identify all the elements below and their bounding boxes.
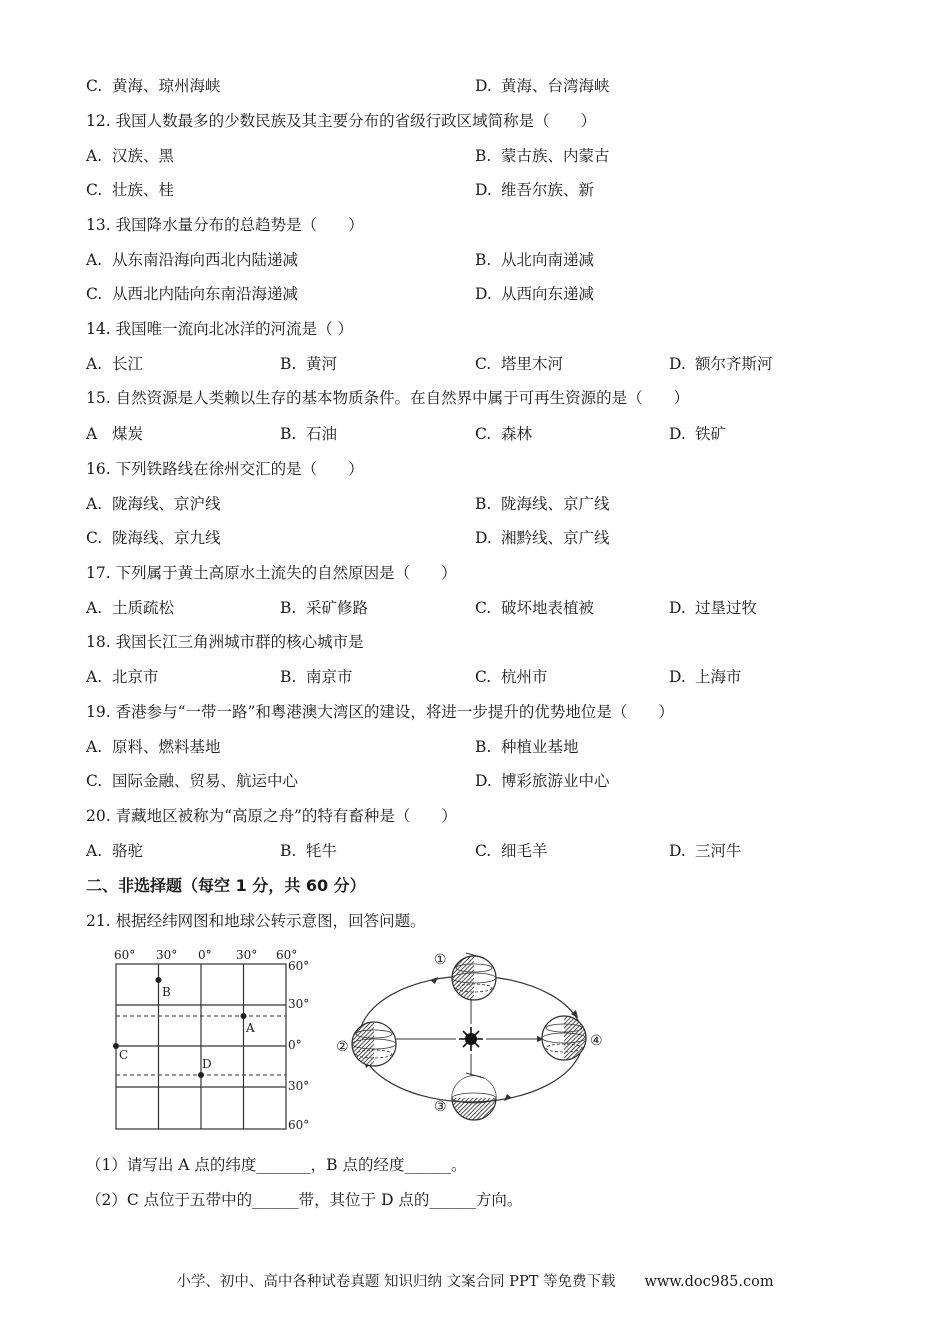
option-label: C. bbox=[86, 77, 103, 95]
option-label: B. bbox=[280, 425, 297, 443]
point-a-label: A bbox=[246, 1021, 255, 1035]
q17-option-d bbox=[669, 597, 757, 619]
option-label: B. bbox=[475, 251, 492, 269]
option-text: 陇海线、京沪线 bbox=[112, 495, 221, 513]
q20-option-c bbox=[475, 840, 548, 862]
q18-option-d bbox=[669, 666, 742, 688]
option-text: 陇海线、京广线 bbox=[501, 495, 610, 513]
q20-option-b bbox=[280, 840, 337, 862]
option-label: B. bbox=[280, 599, 297, 617]
position-3-label: ③ bbox=[434, 1099, 447, 1115]
option-label: A. bbox=[86, 842, 103, 860]
q19-stem: 19. 香港参与“一带一路”和粤港澳大湾区的建设，将进一步提升的优势地位是（ ） bbox=[86, 703, 674, 721]
q14-option-c bbox=[475, 353, 563, 375]
q13-option-c bbox=[86, 283, 298, 305]
q17-stem: 17. 下列属于黄土高原水土流失的自然原因是（ ） bbox=[86, 564, 457, 582]
option-label: A. bbox=[86, 495, 103, 513]
option-label: A. bbox=[86, 147, 103, 165]
q12-option-d bbox=[475, 179, 594, 201]
point-a-marker bbox=[241, 1013, 247, 1019]
option-text: 从西北内陆向东南沿海递减 bbox=[112, 285, 299, 303]
option-text: 上海市 bbox=[695, 668, 742, 686]
option-text: 骆驼 bbox=[112, 842, 144, 860]
option-label: A. bbox=[86, 738, 103, 756]
option-text: 细毛羊 bbox=[501, 842, 548, 860]
q19-option-c bbox=[86, 770, 298, 792]
q15-option-b bbox=[280, 423, 337, 445]
q12-stem: 12. 我国人数最多的少数民族及其主要分布的省级行政区域简称是（ ） bbox=[86, 112, 597, 130]
option-label: B. bbox=[475, 147, 492, 165]
option-text: 湘黔线、京广线 bbox=[501, 529, 610, 547]
q20-stem: 20. 青藏地区被称为“高原之舟”的特有畜种是（ ） bbox=[86, 807, 457, 825]
q13-option-b bbox=[475, 249, 594, 271]
option-label: C. bbox=[475, 842, 492, 860]
top-label-0: 60° bbox=[114, 948, 136, 962]
option-text: 从东南沿海向西北内陆递减 bbox=[112, 251, 299, 269]
section-heading: 二、非选择题（每空 1 分，共 60 分） bbox=[86, 876, 366, 895]
option-text: 国际金融、贸易、航运中心 bbox=[112, 772, 299, 790]
option-text: 壮族、桂 bbox=[112, 181, 175, 199]
option-text: 南京市 bbox=[306, 668, 353, 686]
option-text: 过垦过牧 bbox=[695, 599, 758, 617]
option-text: 从北向南递减 bbox=[501, 251, 595, 269]
option-label: C. bbox=[475, 355, 492, 373]
q15-stem: 15. 自然资源是人类赖以生存的基本物质条件。在自然界中属于可再生资源的是（ ） bbox=[86, 389, 690, 407]
option-label: C. bbox=[475, 599, 492, 617]
q16-option-a bbox=[86, 493, 221, 515]
option-text: 蒙古族、内蒙古 bbox=[501, 147, 610, 165]
q18-option-b bbox=[280, 666, 353, 688]
q15-option-a bbox=[86, 423, 143, 445]
q15-option-d bbox=[669, 423, 726, 445]
option-label: A. bbox=[86, 668, 103, 686]
option-text: 塔里木河 bbox=[501, 355, 564, 373]
q12-option-a bbox=[86, 145, 174, 167]
q17-option-b bbox=[280, 597, 368, 619]
earth-position-1-icon bbox=[452, 953, 496, 1000]
q11-option-c bbox=[86, 75, 221, 97]
position-2-label: ② bbox=[336, 1039, 349, 1055]
option-label: B. bbox=[280, 842, 297, 860]
option-text: 石油 bbox=[306, 425, 338, 443]
option-text: 煤炭 bbox=[112, 425, 144, 443]
option-text: 陇海线、京九线 bbox=[112, 529, 221, 547]
page-footer: 小学、初中、高中各种试卷真题 知识归纳 文案合同 PPT 等免费下载 www.doc985.com bbox=[176, 1274, 774, 1290]
option-text: 汉族、黑 bbox=[112, 147, 175, 165]
option-text: 维吾尔族、新 bbox=[501, 181, 595, 199]
option-label: D. bbox=[669, 599, 686, 617]
option-label: B. bbox=[280, 668, 297, 686]
top-label-4: 60° bbox=[276, 948, 298, 962]
option-label: A bbox=[86, 425, 98, 443]
lat-lon-grid-figure bbox=[104, 944, 324, 1134]
point-c-label: C bbox=[119, 1048, 129, 1062]
option-label: A. bbox=[86, 355, 103, 373]
q15-option-c bbox=[475, 423, 532, 445]
option-label: C. bbox=[475, 425, 492, 443]
right-label-3: 30° bbox=[288, 1079, 310, 1093]
q18-option-a bbox=[86, 666, 159, 688]
q18-stem: 18. 我国长江三角洲城市群的核心城市是 bbox=[86, 633, 364, 651]
q19-option-a bbox=[86, 736, 221, 758]
option-label: A. bbox=[86, 599, 103, 617]
option-text: 森林 bbox=[501, 425, 533, 443]
option-label: D. bbox=[475, 181, 492, 199]
option-label: D. bbox=[475, 285, 492, 303]
option-text: 黄河 bbox=[306, 355, 338, 373]
option-label: C. bbox=[475, 668, 492, 686]
q13-option-d bbox=[475, 283, 594, 305]
option-text: 北京市 bbox=[112, 668, 159, 686]
option-label: A. bbox=[86, 251, 103, 269]
option-label: C. bbox=[86, 529, 103, 547]
option-text: 原料、燃料基地 bbox=[112, 738, 221, 756]
q19-option-b bbox=[475, 736, 579, 758]
option-label: B. bbox=[280, 355, 297, 373]
option-text: 三河牛 bbox=[695, 842, 742, 860]
q12-option-c bbox=[86, 179, 174, 201]
option-text: 额尔齐斯河 bbox=[695, 355, 773, 373]
option-text: 采矿修路 bbox=[306, 599, 369, 617]
option-text: 牦牛 bbox=[306, 842, 338, 860]
right-label-4: 60° bbox=[288, 1118, 310, 1132]
q13-stem: 13. 我国降水量分布的总趋势是（ ） bbox=[86, 216, 364, 234]
earth-position-4-icon bbox=[542, 1016, 586, 1060]
q20-option-a bbox=[86, 840, 143, 862]
option-label: C. bbox=[86, 772, 103, 790]
q16-stem: 16. 下列铁路线在徐州交汇的是（ ） bbox=[86, 460, 364, 478]
option-text: 杭州市 bbox=[501, 668, 548, 686]
q16-option-c bbox=[86, 527, 221, 549]
sun-icon bbox=[459, 1027, 483, 1051]
option-label: D. bbox=[475, 77, 492, 95]
point-d-label: D bbox=[202, 1057, 212, 1071]
q14-option-b bbox=[280, 353, 337, 375]
right-label-2: 0° bbox=[288, 1038, 302, 1052]
point-b-label: B bbox=[162, 985, 171, 999]
right-label-1: 30° bbox=[288, 997, 310, 1011]
option-label: D. bbox=[669, 842, 686, 860]
option-text: 博彩旅游业中心 bbox=[501, 772, 610, 790]
q12-option-b bbox=[475, 145, 610, 167]
option-label: D. bbox=[669, 355, 686, 373]
position-4-label: ④ bbox=[590, 1033, 603, 1049]
q13-option-a bbox=[86, 249, 298, 271]
right-label-0: 60° bbox=[288, 959, 310, 973]
option-label: C. bbox=[86, 181, 103, 199]
q21-stem: 21. 根据经纬网图和地球公转示意图，回答问题。 bbox=[86, 912, 426, 930]
option-text: 种植业基地 bbox=[501, 738, 579, 756]
top-label-1: 30° bbox=[156, 948, 178, 962]
q14-stem: 14. 我国唯一流向北冰洋的河流是（ ） bbox=[86, 320, 354, 338]
option-label: C. bbox=[86, 285, 103, 303]
point-b-marker bbox=[156, 977, 162, 983]
q21-sub1: （1）请写出 A 点的纬度_______，B 点的经度______。 bbox=[86, 1156, 467, 1174]
option-label: D. bbox=[475, 529, 492, 547]
q18-option-c bbox=[475, 666, 548, 688]
q11-option-d bbox=[475, 75, 610, 97]
option-text: 长江 bbox=[112, 355, 144, 373]
option-text: 黄海、琼州海峡 bbox=[112, 77, 221, 95]
q20-option-d bbox=[669, 840, 742, 862]
top-label-2: 0° bbox=[198, 948, 212, 962]
q19-option-d bbox=[475, 770, 610, 792]
q21-sub2: （2）C 点位于五带中的______带，其位于 D 点的______方向。 bbox=[86, 1191, 523, 1209]
option-label: B. bbox=[475, 738, 492, 756]
option-text: 黄海、台湾海峡 bbox=[501, 77, 610, 95]
option-label: D. bbox=[669, 668, 686, 686]
option-label: D. bbox=[475, 772, 492, 790]
earth-position-2-icon bbox=[352, 1022, 396, 1066]
q16-option-b bbox=[475, 493, 610, 515]
option-label: D. bbox=[669, 425, 686, 443]
q14-option-d bbox=[669, 353, 773, 375]
point-d-marker bbox=[198, 1072, 204, 1078]
q16-option-d bbox=[475, 527, 610, 549]
q17-option-a bbox=[86, 597, 174, 619]
top-label-3: 30° bbox=[236, 948, 258, 962]
q14-option-a bbox=[86, 353, 143, 375]
earth-orbit-figure bbox=[334, 948, 614, 1128]
option-text: 铁矿 bbox=[695, 425, 727, 443]
q17-option-c bbox=[475, 597, 594, 619]
position-1-label: ① bbox=[434, 952, 447, 968]
option-text: 从西向东递减 bbox=[501, 285, 595, 303]
option-label: B. bbox=[475, 495, 492, 513]
option-text: 破坏地表植被 bbox=[501, 599, 595, 617]
earth-position-3-icon bbox=[452, 1073, 496, 1120]
option-text: 土质疏松 bbox=[112, 599, 175, 617]
